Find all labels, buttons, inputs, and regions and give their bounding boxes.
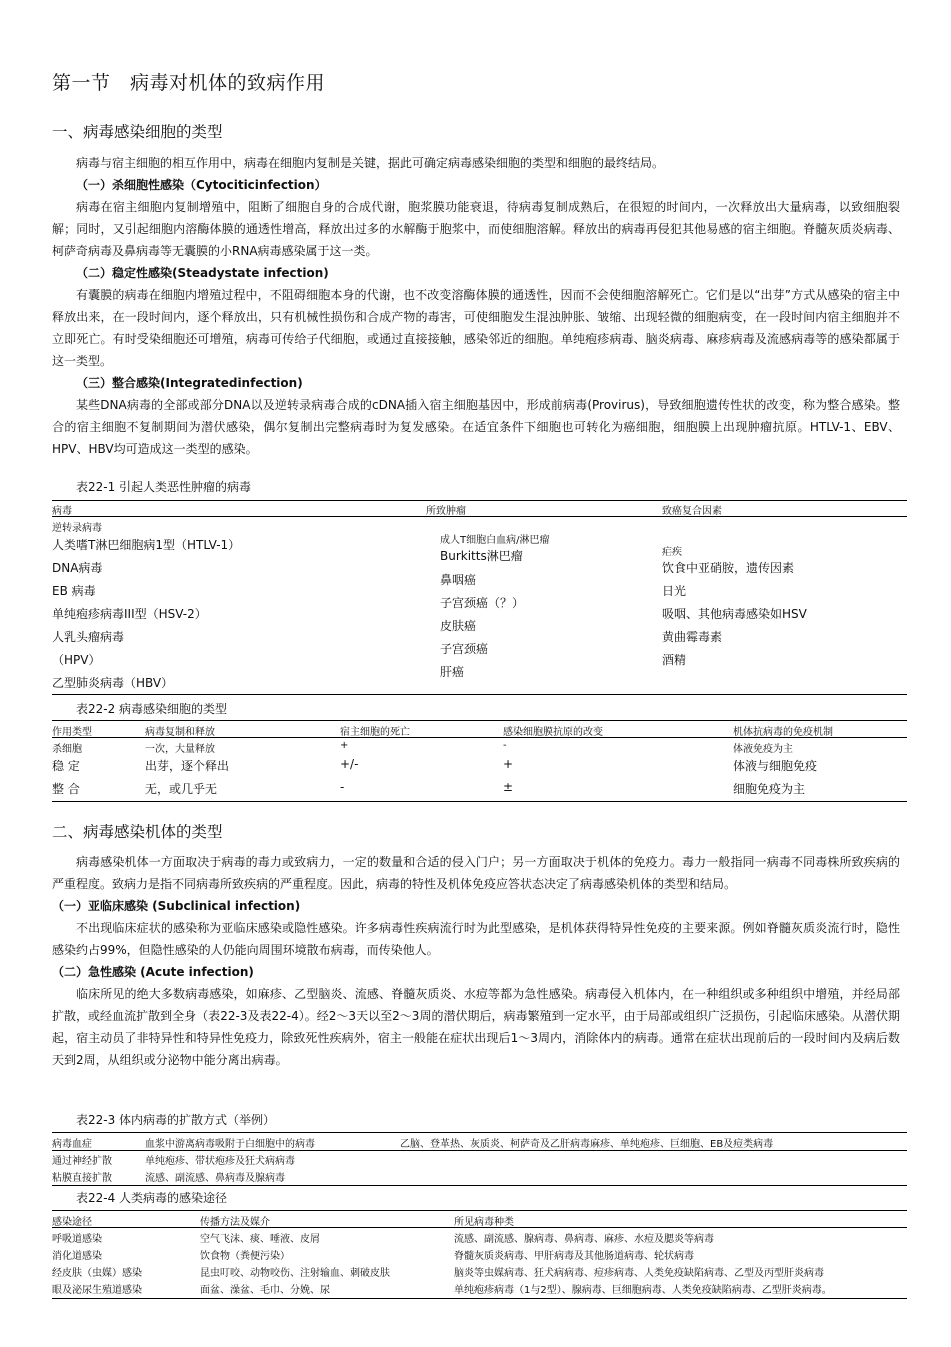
table1-cell: 鼻咽癌 <box>440 573 477 587</box>
table2-cell: 稳 定 <box>52 759 80 773</box>
table1-cell: Burkitts淋巴瘤 <box>440 549 523 563</box>
table3-cell: 病毒血症 <box>52 1139 92 1150</box>
table2-cell: + <box>340 740 349 751</box>
table1-cell: 乙型肺炎病毒（HBV） <box>52 676 174 690</box>
table1-header: 所致肿瘤 <box>426 506 466 517</box>
table1-cell: 疟疾 <box>662 547 682 558</box>
table1-cell: 黄曲霉毒素 <box>662 630 723 644</box>
table1-cell: 子宫颈癌 <box>440 642 489 656</box>
table1-cell: 单纯疱疹病毒III型（HSV-2） <box>52 607 207 621</box>
table4-cell: 脑炎等虫媒病毒、狂犬病病毒、痘疹病毒、人类免疫缺陷病毒、乙型及丙型肝炎病毒 <box>454 1268 824 1279</box>
sub4-text: 不出现临床症状的感染称为亚临床感染或隐性感染。许多病毒性疾病流行时为此型感染，是机体获得特异性免疫的主要来源。例如脊髓灰质炎流行时，隐性感染约占99%，但隐性感染的人仍能向周围环境散布病毒，而传染他人。 <box>52 921 900 957</box>
section1-body <box>52 152 900 460</box>
section1-intro: 病毒与宿主细胞的相互作用中，病毒在细胞内复制是关键，据此可确定病毒感染细胞的类型和细胞的最终结局。 <box>76 156 665 170</box>
sub1-text: 病毒在宿主细胞内复制增殖中，阻断了细胞自身的合成代谢，胞浆膜功能衰退，待病毒复制成熟后，在很短的时间内，一次释放出大量病毒，以致细胞裂解；同时，又引起细胞内溶酶体膜的通透性增高，释放出过多的水解酶于胞浆中，而使细胞溶解。释放出的病毒再侵犯其他易感的宿主细胞。脊髓灰质炎病毒、柯萨奇病毒及鼻病毒等无囊膜的小RNA病毒感染属于这一类。 <box>52 200 900 258</box>
table1-cell: 饮食中亚硝胺，遗传因素 <box>662 561 795 575</box>
table1-caption: 表22-1 引起人类恶性肿瘤的病毒 <box>76 480 252 494</box>
table4-header: 感染途径 <box>52 1217 92 1228</box>
table1-cell: 人类嗜T淋巴细胞病1型（HTLV-1） <box>52 538 241 552</box>
table4-cell: 面盆、澡盆、毛巾、分娩、尿 <box>200 1285 330 1296</box>
table4-header: 所见病毒种类 <box>454 1217 514 1228</box>
table2-caption: 表22-2 病毒感染细胞的类型 <box>76 702 228 716</box>
table2-cell: 一次，大量释放 <box>145 744 215 755</box>
table4-cell: 消化道感染 <box>52 1251 102 1262</box>
table2-header: 作用类型 <box>52 727 92 738</box>
table2-cell: +/- <box>340 757 359 771</box>
table3-cell: 乙脑、登革热、灰质炎、柯萨奇及乙肝病毒麻疹、单纯疱疹、巨细胞、EB及痘类病毒 <box>400 1139 774 1150</box>
table2-header: 机体抗病毒的免疫机制 <box>733 727 833 738</box>
sub2-text: 有囊膜的病毒在细胞内增殖过程中，不阻碍细胞本身的代谢，也不改变溶酶体膜的通透性，因而不会使细胞溶解死亡。它们是以“出芽”方式从感染的宿主中释放出来，在一段时间内，逐个释放出，只有机械性损伤和合成产物的毒害，可使细胞发生混浊肿胀、皱缩、出现轻微的细胞病变，在一段时间内宿主细胞并不立即死亡。有时受染细胞还可增殖，病毒可传给子代细胞，或通过直接接触，感染邻近的细胞。单纯疱疹病毒、脑炎病毒、麻疹病毒及流感病毒等的感染都属于这一类型。 <box>52 288 900 368</box>
table4-caption: 表22-4 人类病毒的感染途径 <box>76 1191 228 1205</box>
table1-cell: EB 病毒 <box>52 584 96 598</box>
table4-cell: 昆虫叮咬、动物咬伤、注射输血、刺破皮肤 <box>200 1268 390 1279</box>
section2-intro: 病毒感染机体一方面取决于病毒的毒力或致病力，一定的数量和合适的侵入门户；另一方面取决于机体的免疫力。毒力一般指同一病毒不同毒株所致疾病的严重程度。致病力是指不同病毒所致疾病的严重程度。因此，病毒的特性及机体免疫应答状态决定了病毒感染机体的类型和结局。 <box>52 855 900 891</box>
sub3-title: （三）整合感染(Integratedinfection) <box>76 376 303 390</box>
table1-cell: （HPV） <box>52 653 101 667</box>
table4-cell: 饮食物（粪便污染） <box>200 1251 290 1262</box>
table1-cell: 肝癌 <box>440 665 465 679</box>
section2-body <box>52 851 900 1071</box>
table1-cell: 子宫颈癌（？） <box>440 596 525 610</box>
table3-cell: 通过神经扩散 <box>52 1156 112 1167</box>
table2-cell: 细胞免疫为主 <box>733 782 806 796</box>
table2-cell: 出芽，逐个释出 <box>145 759 230 773</box>
table4-cell: 经皮肤（虫媒）感染 <box>52 1268 142 1279</box>
table2-cell: 体液免疫为主 <box>733 744 793 755</box>
table2-cell: ± <box>503 780 514 794</box>
table1-cell: 吸咽、其他病毒感染如HSV <box>662 607 807 621</box>
page-title: 第一节 病毒对机体的致病作用 <box>52 72 326 94</box>
table2-cell: 无，或几乎无 <box>145 782 218 796</box>
table1-header: 病毒 <box>52 506 72 517</box>
table4-cell: 单纯疱疹病毒（1与2型）、腺病毒、巨细胞病毒、人类免疫缺陷病毒、乙型肝炎病毒。 <box>454 1285 832 1296</box>
table3-cell: 流感、副流感、鼻病毒及腺病毒 <box>145 1173 285 1184</box>
table1-header: 致癌复合因素 <box>662 506 722 517</box>
table2-cell: 杀细胞 <box>52 744 82 755</box>
table3-cell: 血浆中游离病毒吸附于白细胞中的病毒 <box>145 1139 315 1150</box>
sub4-title: （一）亚临床感染 (Subclinical infection) <box>52 899 301 913</box>
table2-cell: 整 合 <box>52 782 80 796</box>
table4-cell: 脊髓灰质炎病毒、甲肝病毒及其他肠道病毒、轮状病毒 <box>454 1251 694 1262</box>
table4-cell: 空气飞沫、痰、唾液、皮屑 <box>200 1234 320 1245</box>
table1-cell: 逆转录病毒 <box>52 523 102 534</box>
sub5-title: （二）急性感染 (Acute infection) <box>52 965 254 979</box>
table2-cell: + <box>503 757 514 771</box>
table1-cell: DNA病毒 <box>52 561 103 575</box>
table4-cell: 流感、副流感、腺病毒、鼻病毒、麻疹、水痘及腮炎等病毒 <box>454 1234 714 1245</box>
table4-header: 传播方法及媒介 <box>200 1217 270 1228</box>
table1-cell: 人乳头瘤病毒 <box>52 630 125 644</box>
section2-heading: 二、病毒感染机体的类型 <box>52 823 223 841</box>
sub1-title: （一）杀细胞性感染（Cytociticinfection） <box>76 178 327 192</box>
table2-header: 感染细胞膜抗原的改变 <box>503 727 603 738</box>
table2-cell: 体液与细胞免疫 <box>733 759 818 773</box>
table2-cell: - <box>340 780 345 794</box>
table2-header: 宿主细胞的死亡 <box>340 727 410 738</box>
table3-cell: 单纯疱疹、带状疱疹及狂犬病病毒 <box>145 1156 295 1167</box>
table4-cell: 呼吸道感染 <box>52 1234 102 1245</box>
table3-cell: 粘膜直接扩散 <box>52 1173 112 1184</box>
table2-cell: - <box>503 740 507 751</box>
table1-cell: 皮肤癌 <box>440 619 477 633</box>
table1-cell: 酒精 <box>662 653 687 667</box>
table3-caption: 表22-3 体内病毒的扩散方式（举例） <box>76 1113 276 1127</box>
section1-heading: 一、病毒感染细胞的类型 <box>52 123 223 141</box>
sub5-text: 临床所见的绝大多数病毒感染，如麻疹、乙型脑炎、流感、脊髓灰质炎、水痘等都为急性感染。病毒侵入机体内，在一种组织或多种组织中增殖，并经局部扩散，或经血流扩散到全身（表22-3及表22-4）。经2～3天以至2～3周的潜伏期后，病毒繁殖到一定水平，由于局部或组织广泛损伤，引起临床感染。从潜伏期起，宿主动员了非特异性和特异性免疫力，除致死性疾病外，宿主一般能在症状出现后1～3周内，消除体内的病毒。通常在症状出现前后的一段时间内及病后数天到2周，从组织或分泌物中能分离出病毒。 <box>52 987 900 1067</box>
sub2-title: （二）稳定性感染(Steadystate infection) <box>76 266 329 280</box>
table4-cell: 眼及泌尿生殖道感染 <box>52 1285 142 1296</box>
table2-header: 病毒复制和释放 <box>145 727 215 738</box>
table1-cell: 日光 <box>662 584 687 598</box>
sub3-text: 某些DNA病毒的全部或部分DNA以及逆转录病毒合成的cDNA插入宿主细胞基因中，形成前病毒(Provirus)，导致细胞遗传性状的改变，称为整合感染。整合的宿主细胞不复制期间为潜伏感染，偶尔复制出完整病毒时为复发感染。在适宜条件下细胞也可转化为癌细胞，细胞膜上出现肿瘤抗原。HTLV-1、EBV、HPV、HBV均可造成这一类型的感染。 <box>52 398 900 456</box>
table1-cell: 成人T细胞白血病/淋巴瘤 <box>440 535 550 546</box>
